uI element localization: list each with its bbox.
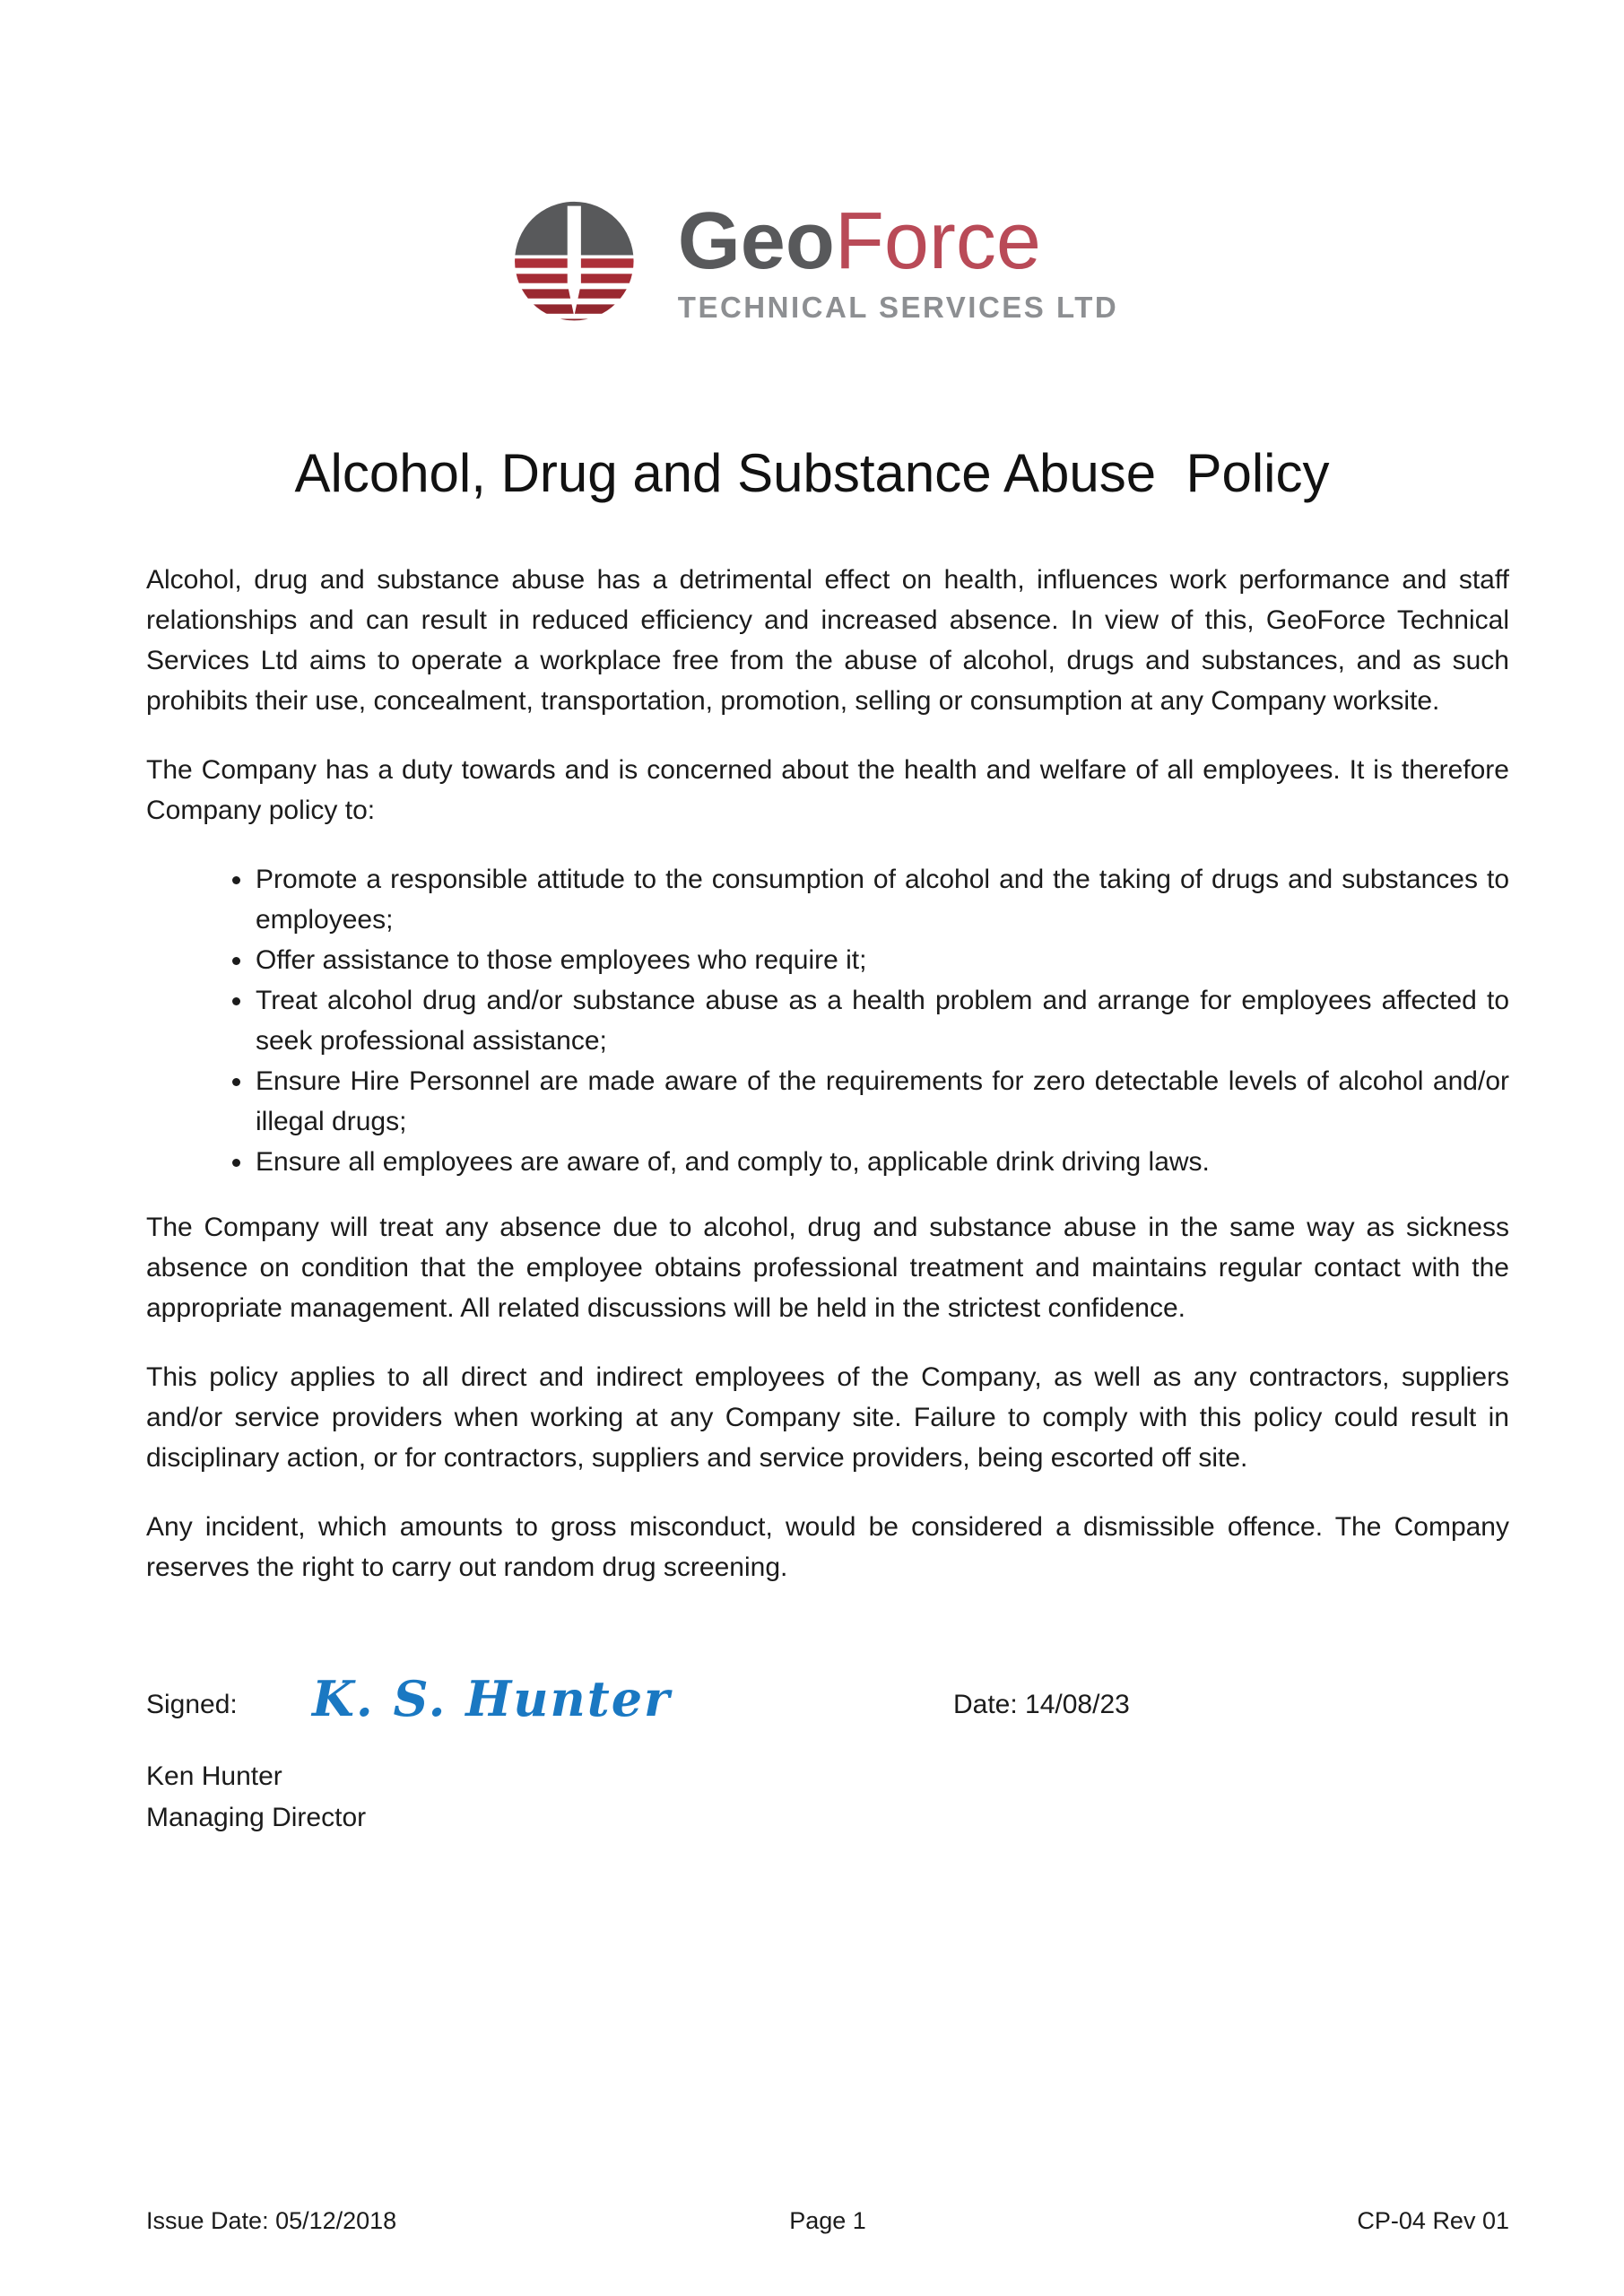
- bullet-hire-personnel: • Ensure Hire Personnel are made aware of the requirements for zero detectable levels of alcohol and/or illegal drugs;: [254, 1061, 1509, 1142]
- company-logo: [506, 196, 1119, 326]
- paragraph-company-duty: The Company has a duty towards and is concerned about the health and welfare of all employees. It is therefore Company policy to:: [146, 755, 1509, 825]
- footer-issue-date: Issue Date: 05/12/2018: [146, 2207, 397, 2234]
- document-title: Alcohol, Drug and Substance Abuse Policy: [294, 443, 1330, 503]
- bullet-promote-attitude: • Promote a responsible attitude to the consumption of alcohol and the taking of drugs and substances to employees;: [254, 859, 1509, 940]
- signatory-name: Ken Hunter: [146, 1761, 282, 1791]
- signatory-block: [146, 1756, 366, 1839]
- paragraph-absence: The Company will treat any absence due to alcohol, drug and substance abuse in the same way as sickness absence on condition that the employee obtains professional treatment and maintains regular contact with the appropriate management. All related discussions will be held in the strictest confidence.: [146, 1213, 1509, 1323]
- paragraph-scope: This policy applies to all direct and indirect employees of the Company, as well as any contractors, suppliers and/or service providers when working at any Company site. Failure to comply with this policy could result in disciplinary action, or for contractors, suppliers and service providers, being escorted off site.: [146, 1362, 1509, 1473]
- paragraph-intro: Alcohol, drug and substance abuse has a detrimental effect on health, influences work performance and staff relationships and can result in reduced efficiency and increased absence. In view of this, GeoForce Technical Services Ltd aims to operate a workplace free from the abuse of alcohol, drugs and substances, and as such prohibits their use, concealment, transportation, promotion, selling or consumption at any Company worksite.: [146, 565, 1509, 716]
- signature-row: [146, 1670, 1509, 1751]
- signed-label: Signed:: [146, 1690, 238, 1719]
- policy-bullet-list: [146, 859, 1509, 1182]
- signatory-title: Managing Director: [146, 1803, 367, 1832]
- signature-date: Date: 14/08/23: [953, 1690, 1130, 1719]
- paragraph-misconduct: Any incident, which amounts to gross misconduct, would be considered a dismissible offence. The Company reserves the right to carry out random drug screening.: [146, 1512, 1509, 1582]
- logo-brand-force: Force: [834, 196, 1041, 286]
- footer-doc-ref: CP-04 Rev 01: [1357, 2207, 1509, 2234]
- document-body: [146, 560, 1509, 1616]
- bullet-drink-driving: • Ensure all employees are aware of, and comply to, applicable drink driving laws.: [254, 1142, 1509, 1182]
- logo-subtitle: TECHNICAL SERVICES LTD: [677, 291, 1119, 324]
- bullet-treat-abuse: • Treat alcohol drug and/or substance abuse as a health problem and arrange for employees affected to seek professional assistance;: [254, 980, 1509, 1061]
- logo-text: [677, 196, 1119, 325]
- logo-brand: [677, 196, 1118, 286]
- geoforce-drill-icon: [506, 199, 642, 326]
- footer-page-number: Page 1: [789, 2207, 866, 2234]
- page-footer: [146, 2207, 1509, 2235]
- signature-handwriting: K. S. Hunter: [312, 1670, 672, 1727]
- logo-brand-geo: Geo: [677, 196, 835, 286]
- bullet-offer-assistance: • Offer assistance to those employees who require it;: [254, 940, 1509, 980]
